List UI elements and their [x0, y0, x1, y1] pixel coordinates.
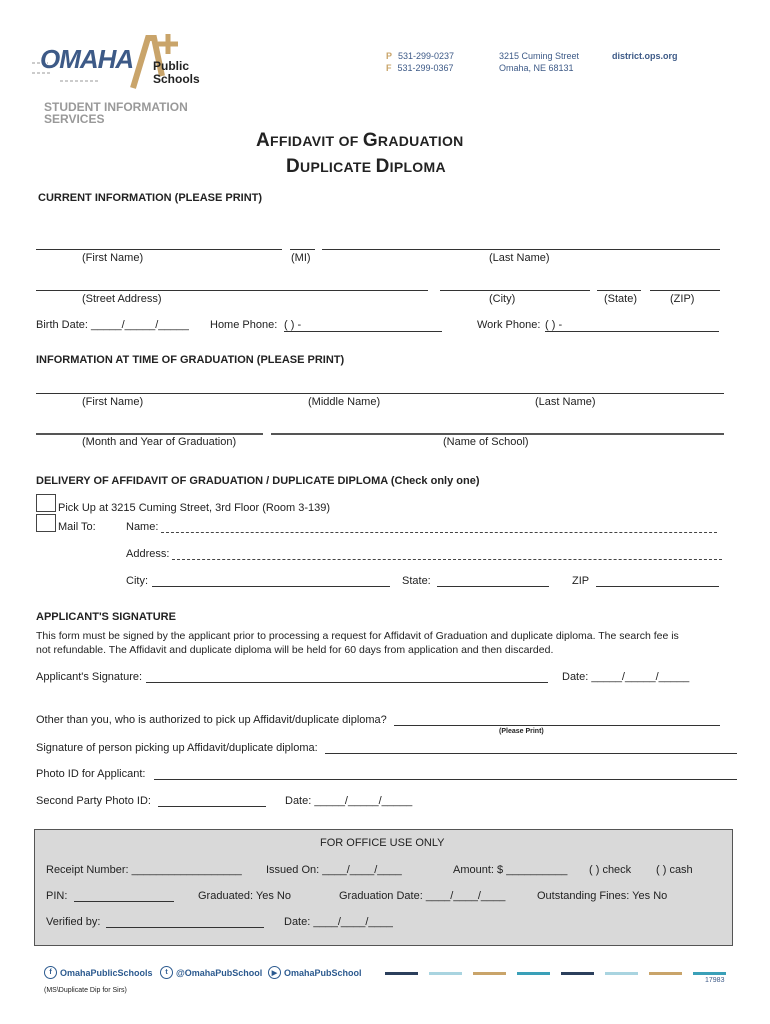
- twitter-handle: @OmahaPubSchool: [176, 967, 263, 978]
- mail-state-label: State:: [402, 575, 431, 587]
- graduation-info-heading: INFORMATION AT TIME OF GRADUATION (PLEASE PRINT): [36, 354, 345, 366]
- contact-fax: [386, 62, 454, 74]
- photo-id-label: Photo ID for Applicant:: [36, 768, 146, 780]
- verified-by-line[interactable]: [106, 927, 264, 928]
- grad-month-year-label: (Month and Year of Graduation): [82, 436, 237, 448]
- footer-color-dash: [649, 972, 682, 975]
- birth-date-field[interactable]: Birth Date: _____/_____/_____: [36, 319, 189, 331]
- fax-label: F: [386, 63, 392, 73]
- dept-line1: STUDENT INFORMATION: [44, 100, 188, 114]
- office-heading: FOR OFFICE USE ONLY: [320, 837, 445, 849]
- district-website: district.ops.org: [612, 51, 678, 61]
- photo-id-line[interactable]: [154, 779, 737, 780]
- pin-label: PIN:: [46, 890, 68, 902]
- phone-label: P: [386, 51, 393, 61]
- applicant-signature-line[interactable]: [146, 682, 548, 683]
- mi-line[interactable]: [290, 249, 315, 250]
- facebook-link[interactable]: [44, 966, 153, 979]
- twitter-icon: t: [160, 966, 173, 979]
- pickup-signature-label: Signature of person picking up Affidavit/duplicate diploma:: [36, 742, 318, 754]
- cash-option[interactable]: ( ) cash: [656, 864, 693, 876]
- pickup-checkbox[interactable]: [36, 494, 56, 512]
- contact-phone: [386, 50, 454, 62]
- last-name-line[interactable]: [322, 249, 720, 250]
- form-code: 17983: [705, 977, 725, 984]
- please-print-note: (Please Print): [499, 728, 544, 735]
- graduation-date-field[interactable]: Graduation Date: ____/____/____: [339, 890, 506, 902]
- grad-first-name-label: (First Name): [82, 396, 144, 408]
- current-info-heading: CURRENT INFORMATION (PLEASE PRINT): [38, 192, 263, 204]
- work-phone-field[interactable]: ( ) -: [545, 319, 563, 331]
- file-path-note: (MS\Duplicate Dip for Sirs): [44, 987, 127, 994]
- authorized-label: Other than you, who is authorized to pick up Affidavit/duplicate diploma?: [36, 714, 387, 726]
- last-name-label: (Last Name): [489, 252, 550, 264]
- dept-line2: SERVICES: [44, 112, 105, 126]
- title-line2: DUPLICATE DIPLOMA: [286, 156, 446, 177]
- second-party-label: Second Party Photo ID:: [36, 795, 151, 807]
- logo-schools: Schools: [153, 72, 200, 86]
- pickup-label: Pick Up at 3215 Cuming Street, 3rd Floor (Room 3-139): [58, 502, 331, 514]
- applicant-signature-label: Applicant's Signature:: [36, 671, 143, 683]
- authorized-line[interactable]: [394, 725, 720, 726]
- grad-last-name-label: (Last Name): [535, 396, 596, 408]
- school-name-label: (Name of School): [443, 436, 529, 448]
- work-phone-line[interactable]: [545, 331, 719, 332]
- mi-label: (MI): [291, 252, 311, 264]
- signature-para-line2: not refundable. The Affidavit and duplicate diploma will be held for 60 days from application and then discarded.: [36, 644, 554, 656]
- grad-middle-name-label: (Middle Name): [308, 396, 381, 408]
- mail-address-line[interactable]: [172, 559, 722, 560]
- receipt-number-field[interactable]: Receipt Number: __________________: [46, 864, 242, 876]
- pickup-signature-line[interactable]: [325, 753, 737, 754]
- issued-on-field[interactable]: Issued On: ____/____/____: [266, 864, 402, 876]
- facebook-handle: OmahaPublicSchools: [60, 967, 153, 978]
- first-name-line[interactable]: [36, 249, 282, 250]
- address-line2: Omaha, NE 68131: [499, 63, 574, 73]
- applicant-date-field[interactable]: Date: _____/_____/_____: [562, 671, 690, 683]
- youtube-handle: OmahaPubSchool: [284, 967, 362, 978]
- zip-line[interactable]: [650, 290, 720, 291]
- signature-para-line1: This form must be signed by the applicant prior to processing a request for Affidavit of Graduation and duplicate diploma. The search fee is: [36, 630, 679, 642]
- mail-state-line[interactable]: [437, 586, 549, 587]
- logo-word: OMAHA: [40, 44, 134, 74]
- youtube-icon: ▶: [268, 966, 281, 979]
- signature-heading: APPLICANT'S SIGNATURE: [36, 611, 176, 623]
- footer-color-dash: [517, 972, 550, 975]
- mail-name-line[interactable]: [161, 532, 717, 533]
- first-name-label: (First Name): [82, 252, 144, 264]
- footer-color-dash: [693, 972, 726, 975]
- zip-label: (ZIP): [670, 293, 695, 305]
- verified-by-label: Verified by:: [46, 916, 101, 928]
- footer-color-dash: [385, 972, 418, 975]
- mail-city-line[interactable]: [152, 586, 390, 587]
- delivery-heading: DELIVERY OF AFFIDAVIT OF GRADUATION / DUPLICATE DIPLOMA (Check only one): [36, 475, 480, 487]
- mail-city-label: City:: [126, 575, 148, 587]
- state-label: (State): [604, 293, 638, 305]
- footer-color-dash: [429, 972, 462, 975]
- city-label: (City): [489, 293, 516, 305]
- pin-line[interactable]: [74, 901, 174, 902]
- state-line[interactable]: [597, 290, 641, 291]
- footer-color-dash: [605, 972, 638, 975]
- work-phone-label: Work Phone:: [477, 319, 541, 331]
- second-party-line[interactable]: [158, 806, 266, 807]
- mail-address-label: Address:: [126, 548, 170, 560]
- street-label: (Street Address): [82, 293, 162, 305]
- mail-name-label: Name:: [126, 521, 159, 533]
- street-line[interactable]: [36, 290, 428, 291]
- mail-zip-line[interactable]: [596, 586, 719, 587]
- city-line[interactable]: [440, 290, 590, 291]
- second-party-date-field[interactable]: Date: _____/_____/_____: [285, 795, 413, 807]
- youtube-link[interactable]: [268, 966, 362, 979]
- mail-to-label: Mail To:: [58, 521, 96, 533]
- home-phone-label: Home Phone:: [210, 319, 278, 331]
- check-option[interactable]: ( ) check: [589, 864, 632, 876]
- outstanding-fines-field[interactable]: Outstanding Fines: Yes No: [537, 890, 668, 902]
- footer-color-dash: [561, 972, 594, 975]
- fax-number: 531-299-0367: [397, 63, 454, 73]
- address-line1: 3215 Cuming Street: [499, 51, 580, 61]
- home-phone-field[interactable]: ( ) -: [284, 319, 302, 331]
- graduated-field[interactable]: Graduated: Yes No: [198, 890, 291, 902]
- twitter-link[interactable]: [160, 966, 262, 979]
- mail-zip-label: ZIP: [572, 575, 590, 587]
- grad-month-year-line[interactable]: [36, 433, 263, 435]
- facebook-icon: f: [44, 966, 57, 979]
- footer-color-dash: [473, 972, 506, 975]
- mail-checkbox[interactable]: [36, 514, 56, 532]
- amount-field[interactable]: Amount: $ __________: [453, 864, 568, 876]
- school-name-line[interactable]: [271, 433, 724, 435]
- grad-name-line[interactable]: [36, 393, 724, 394]
- title-line1: AFFIDAVIT OF GRADUATION: [256, 130, 464, 151]
- logo-public: Public: [153, 59, 190, 73]
- home-phone-line[interactable]: [284, 331, 442, 332]
- office-date-field[interactable]: Date: ____/____/____: [284, 916, 393, 928]
- phone-number: 531-299-0237: [398, 51, 455, 61]
